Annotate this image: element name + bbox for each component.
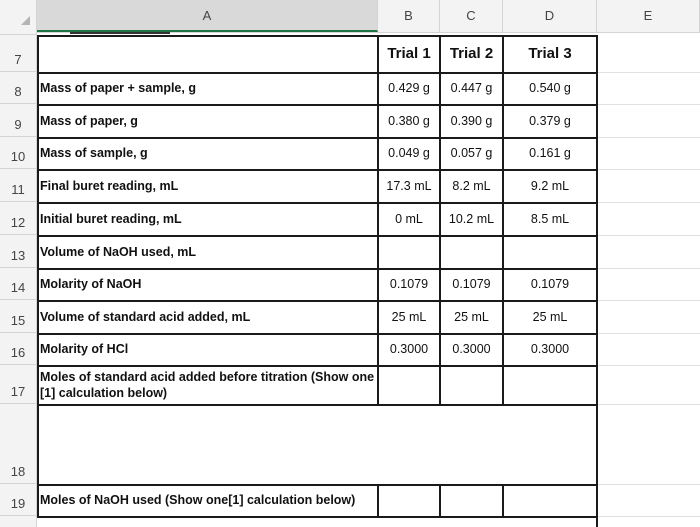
value-cell[interactable]: 25 mL: [532, 309, 568, 324]
row-number: 19: [10, 496, 26, 511]
value-cell[interactable]: [378, 365, 440, 404]
row-header-partial[interactable]: [0, 32, 37, 35]
table-border: [377, 35, 379, 404]
gridline: [597, 104, 700, 105]
gridline: [597, 404, 700, 405]
table-border: [37, 268, 598, 270]
value-cell[interactable]: 9.2 mL: [530, 178, 570, 193]
row-label-cell[interactable]: Final buret reading, mL: [40, 178, 179, 193]
row-header[interactable]: [0, 235, 37, 268]
gridline: [597, 516, 700, 517]
table-border: [37, 333, 598, 335]
row-number: 17: [10, 384, 26, 399]
table-border: [37, 35, 39, 518]
value-cell[interactable]: 0.1079: [452, 277, 491, 291]
table-border: [37, 169, 598, 171]
row-label-cell[interactable]: Molarity of HCl: [40, 342, 129, 356]
row-header[interactable]: [0, 268, 37, 300]
value-cell[interactable]: [503, 365, 597, 404]
table-border: [439, 35, 441, 404]
row-label-cell[interactable]: Initial buret reading, mL: [40, 211, 182, 226]
row-header[interactable]: [0, 300, 37, 333]
row-number: 7: [14, 52, 22, 67]
row-label-cell[interactable]: Mass of paper + sample, g: [40, 81, 196, 95]
value-cell[interactable]: 25 mL: [454, 309, 489, 324]
column-header-a[interactable]: A: [37, 0, 378, 32]
trial-header-cell[interactable]: Trial 2: [449, 45, 494, 62]
value-cell[interactable]: 0.3000: [530, 342, 570, 356]
gridline: [597, 300, 700, 301]
row-number: 10: [10, 149, 26, 164]
row-header[interactable]: [0, 35, 37, 72]
row-header[interactable]: [0, 202, 37, 235]
table-border: [37, 72, 598, 74]
value-cell[interactable]: [378, 235, 440, 268]
value-cell[interactable]: [503, 235, 597, 268]
value-cell[interactable]: 0.379 g: [529, 113, 571, 128]
row-number: 16: [10, 345, 26, 360]
row-number: 12: [10, 215, 26, 230]
row-label-cell[interactable]: Moles of NaOH used (Show one[1] calculation below): [40, 493, 356, 507]
table-border: [37, 137, 598, 139]
value-cell[interactable]: [503, 484, 597, 516]
select-all-triangle-icon: [21, 16, 30, 25]
gridline: [597, 365, 700, 366]
value-cell[interactable]: 8.2 mL: [452, 178, 491, 193]
table-border: [37, 300, 598, 302]
gridline: [597, 333, 700, 334]
value-cell[interactable]: 10.2 mL: [448, 211, 495, 226]
row-header[interactable]: [0, 104, 37, 137]
value-cell[interactable]: [440, 235, 503, 268]
table-border: [502, 484, 504, 518]
row-header[interactable]: [0, 404, 37, 484]
table-border: [37, 235, 598, 237]
table-border: [596, 35, 598, 527]
value-cell[interactable]: [378, 484, 440, 516]
row-number: 8: [14, 84, 22, 99]
value-cell[interactable]: 0.3000: [452, 342, 491, 356]
row-number: 11: [11, 182, 25, 197]
value-cell[interactable]: 0.380 g: [388, 113, 430, 128]
table-border: [37, 516, 598, 518]
row-number: 9: [14, 117, 22, 132]
column-header-b[interactable]: B: [378, 0, 440, 32]
column-header-d[interactable]: D: [503, 0, 597, 32]
row-header-partial[interactable]: [0, 516, 37, 527]
table-border: [37, 35, 598, 37]
table-border: [502, 35, 504, 404]
value-cell[interactable]: 0.1079: [530, 277, 570, 291]
value-cell[interactable]: 0.447 g: [450, 81, 493, 95]
value-cell[interactable]: 0.390 g: [450, 113, 493, 128]
value-cell[interactable]: [440, 365, 503, 404]
table-border: [37, 202, 598, 204]
value-cell[interactable]: 0.057 g: [450, 146, 493, 160]
value-cell[interactable]: 0.161 g: [529, 146, 571, 160]
gridline: [597, 268, 700, 269]
row-label-cell[interactable]: Moles of standard acid added before titration (Show one [1] calculation below): [40, 369, 375, 400]
table-border: [37, 365, 598, 367]
table-border: [37, 404, 598, 406]
column-header-e[interactable]: E: [597, 0, 700, 32]
table-border: [37, 484, 598, 486]
cell-a7[interactable]: [37, 35, 378, 72]
row-label-cell[interactable]: Volume of NaOH used, mL: [40, 244, 197, 259]
value-cell[interactable]: 0.049 g: [388, 146, 430, 160]
column-header-bar: [0, 0, 700, 33]
trial-header-cell[interactable]: Trial 1: [387, 45, 431, 62]
value-cell[interactable]: [440, 484, 503, 516]
value-cell[interactable]: 0 mL: [395, 211, 423, 226]
gridline: [597, 484, 700, 485]
row-label-cell[interactable]: Volume of standard acid added, mL: [40, 309, 251, 324]
row-label-cell[interactable]: Mass of sample, g: [40, 146, 148, 160]
row-label-cell[interactable]: Molarity of NaOH: [40, 277, 142, 291]
row-header[interactable]: [0, 484, 37, 516]
value-cell[interactable]: 17.3 mL: [386, 178, 432, 193]
row-header[interactable]: [0, 137, 37, 169]
table-border: [37, 104, 598, 106]
row-header[interactable]: [0, 72, 37, 104]
row-number: 18: [10, 464, 26, 479]
gridline: [597, 169, 700, 170]
select-all-button[interactable]: [0, 0, 37, 32]
column-header-c[interactable]: C: [440, 0, 503, 32]
row-number: 14: [10, 280, 26, 295]
value-cell[interactable]: 0.429 g: [388, 81, 430, 95]
gridline: [597, 72, 700, 73]
row-number: 15: [10, 313, 26, 328]
row-header[interactable]: [0, 169, 37, 202]
gridline: [597, 202, 700, 203]
value-cell[interactable]: 0.540 g: [529, 81, 571, 95]
table-border: [439, 484, 441, 518]
row-number: 13: [10, 248, 26, 263]
trial-header-cell[interactable]: Trial 3: [528, 45, 572, 62]
row-header[interactable]: [0, 365, 37, 404]
gridline: [597, 235, 700, 236]
table-border: [377, 484, 379, 518]
value-cell[interactable]: 8.5 mL: [530, 211, 570, 226]
value-cell[interactable]: 0.1079: [389, 277, 429, 291]
value-cell[interactable]: 25 mL: [391, 309, 427, 324]
row-label-cell[interactable]: Mass of paper, g: [40, 113, 138, 128]
row-header[interactable]: [0, 333, 37, 365]
value-cell[interactable]: 0.3000: [389, 342, 429, 356]
row-label-cell[interactable]: [37, 404, 378, 484]
gridline: [597, 137, 700, 138]
